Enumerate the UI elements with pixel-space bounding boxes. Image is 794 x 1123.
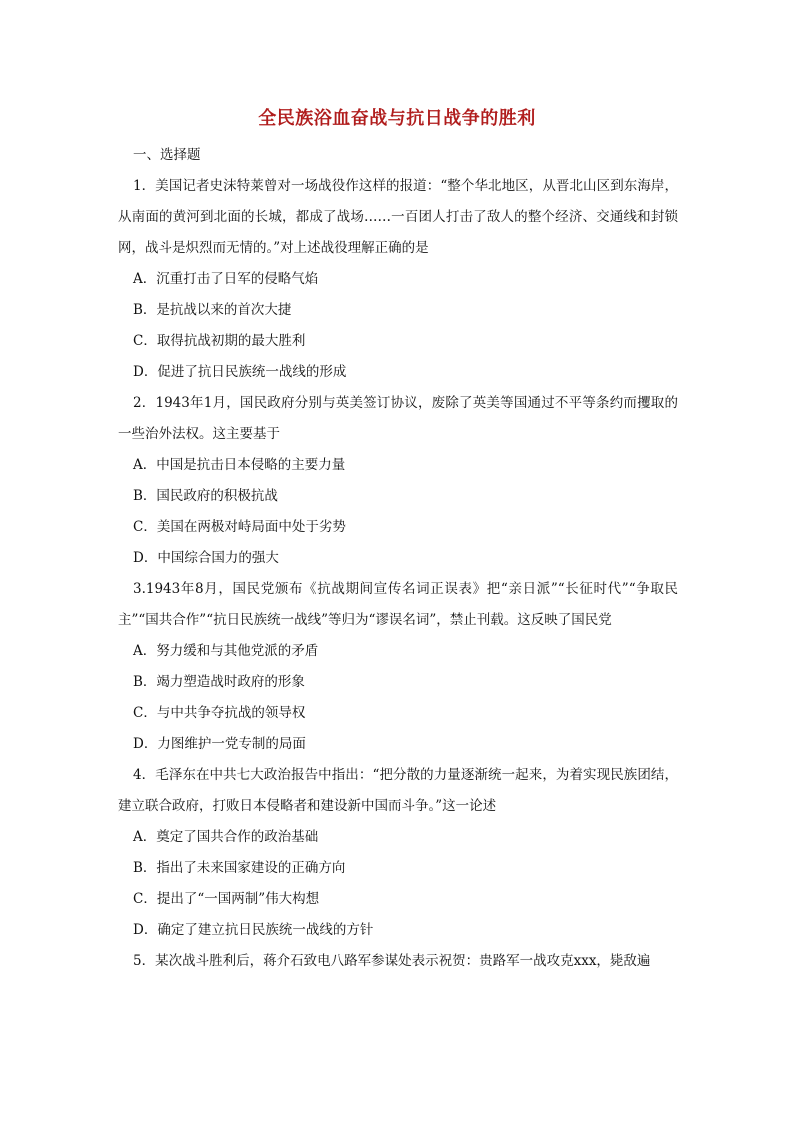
question-4-option-a: A．奠定了国共合作的政治基础 [133,829,319,845]
question-2-option-b: B．国民政府的积极抗战 [133,488,278,504]
question-3-option-a: A．努力缓和与其他党派的矛盾 [133,643,319,659]
question-1-option-b: B．是抗战以来的首次大捷 [133,302,292,318]
question-2-option-d: D．中国综合国力的强大 [133,550,279,566]
question-2-option-c: C．美国在两极对峙局面中处于劣势 [133,519,346,535]
question-3-stem: 3.1943年8月，国民党颁布《抗战期间宣传名词正误表》把“亲日派”“长征时代”“争取民主”“国共合作”“抗日民族统一战线”等归为“谬误名词”，禁止刊载。这反映了国民党 [118,581,678,628]
question-1-stem: 1．美国记者史沫特莱曾对一场战役作这样的报道：“整个华北地区，从晋北山区到东海岸，从南面的黄河到北面的长城，都成了战场……一百团人打击了敌人的整个经济、交通线和封锁网，战斗是炽烈而无情的。”对上述战役理解正确的是 [118,178,678,256]
question-3-option-c: C．与中共争夺抗战的领导权 [133,705,306,721]
question-4-stem: 4．毛泽东在中共七大政治报告中指出：“把分散的力量逐渐统一起来，为着实现民族团结，建立联合政府，打败日本侵略者和建设新中国而斗争。”这一论述 [118,767,678,814]
question-1-option-a: A．沉重打击了日军的侵略气焰 [133,271,319,287]
question-4-option-d: D．确定了建立抗日民族统一战线的方针 [133,922,374,938]
question-1-option-c: C．取得抗战初期的最大胜利 [133,333,306,349]
question-3-option-d: D．力图维护一党专制的局面 [133,736,306,752]
question-5-stem: 5．某次战斗胜利后，蒋介石致电八路军参谋处表示祝贺：贵路军一战攻克xxx，毙敌遍 [133,953,651,969]
question-3-option-b: B．竭力塑造战时政府的形象 [133,674,305,690]
question-4-option-c: C．提出了“一国两制”伟大构想 [133,891,320,907]
question-1-option-d: D．促进了抗日民族统一战线的形成 [133,364,347,380]
question-2-option-a: A．中国是抗击日本侵略的主要力量 [133,457,346,473]
document-title: 全民族浴血奋战与抗日战争的胜利 [258,108,536,129]
section-heading: 一、选择题 [133,147,201,163]
question-2-stem: 2．1943年1月，国民政府分别与英美签订协议，废除了英美等国通过不平等条约而攫取的一些治外法权。这主要基于 [118,395,678,442]
question-4-option-b: B．指出了未来国家建设的正确方向 [133,860,346,876]
document-body [118,140,678,977]
